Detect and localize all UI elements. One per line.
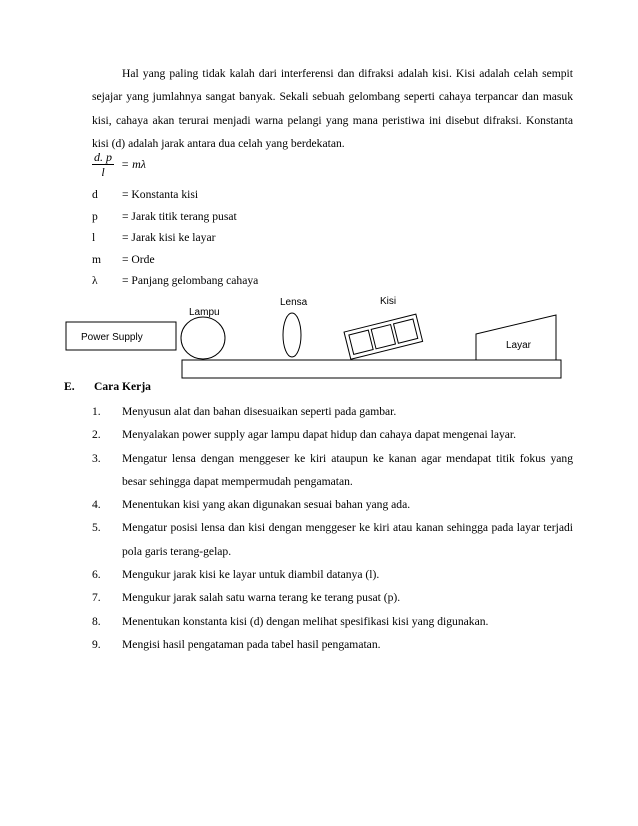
intro-paragraph (92, 62, 573, 155)
list-item (92, 610, 573, 633)
definition-text: = Orde (122, 252, 155, 266)
definition-text: = Panjang gelombang cahaya (122, 274, 259, 287)
definition-symbol: λ (92, 274, 98, 287)
list-item (92, 447, 573, 494)
optical-bench (182, 360, 561, 378)
list-item (92, 400, 573, 423)
lamp-shape (181, 317, 225, 359)
definition-symbol: l (92, 231, 96, 244)
definition-symbol: m (92, 252, 102, 266)
definition-symbol: d (92, 188, 98, 201)
screen-label: Layar (506, 340, 532, 351)
step-number: 5. (92, 521, 101, 535)
step-number: 7. (92, 591, 101, 605)
apparatus-diagram (0, 290, 638, 390)
intro-text: Hal yang paling tidak kalah dari interferensi dan difraksi adalah kisi. Kisi adalah celah sempit sejajar yang jumlahnya sangat banyak. Sekali sebuah gelombang seperti cahaya terpancar dan masuk kisi, cahaya akan terurai menjadi warna pelangi yang mana peristiwa ini disebut difraksi. Konstanta kisi (d) adalah jarak antara dua celah yang berdekatan. (92, 67, 573, 150)
step-text: Mengatur lensa dengan menggeser ke kiri ataupun ke kanan agar mendapat titik fokus yang besar sehingga dapat mempermudah pengamatan. (122, 451, 573, 488)
lamp-label: Lampu (189, 307, 220, 318)
list-item (92, 423, 573, 446)
definition-text: = Jarak kisi ke layar (122, 231, 216, 244)
formula-numerator: d. p (94, 150, 112, 164)
list-item (92, 493, 573, 516)
lens-label: Lensa (280, 297, 308, 308)
section-letter: E. (64, 380, 75, 393)
step-number: 6. (92, 568, 101, 582)
power-supply-label: Power Supply (81, 332, 143, 343)
screen-shape (476, 315, 556, 360)
grating-shape (344, 314, 423, 359)
step-number: 9. (92, 637, 101, 651)
list-item (92, 633, 573, 656)
formula-rhs: = mλ (121, 157, 146, 171)
definition-text: = Jarak titik terang pusat (122, 209, 237, 223)
grating-formula (92, 150, 146, 179)
step-text: Mengukur jarak kisi ke layar untuk diambil datanya (l). (122, 568, 380, 582)
step-number: 2. (92, 428, 101, 442)
step-text: Mengukur jarak salah satu warna terang ke terang pusat (p). (122, 591, 401, 605)
definition-symbol: p (92, 209, 98, 223)
step-text: Mengatur posisi lensa dan kisi dengan menggeser ke kiri atau kanan sehingga pada layar terjadi pola garis terang-gelap. (122, 521, 573, 558)
formula-fraction (92, 150, 114, 179)
section-title: Cara Kerja (94, 380, 151, 393)
step-number: 1. (92, 405, 101, 418)
list-item (92, 586, 573, 609)
step-number: 4. (92, 498, 101, 512)
procedure-list (92, 400, 573, 656)
definition-text: = Konstanta kisi (122, 188, 199, 201)
list-item (92, 516, 573, 563)
step-text: Menentukan konstanta kisi (d) dengan melihat spesifikasi kisi yang digunakan. (122, 614, 489, 628)
grating-label: Kisi (380, 296, 397, 307)
step-text: Mengisi hasil pengataman pada tabel hasil pengamatan. (122, 637, 381, 651)
step-text: Menyalakan power supply agar lampu dapat hidup dan cahaya dapat mengenai layar. (122, 428, 517, 442)
step-text: Menentukan kisi yang akan digunakan sesuai bahan yang ada. (122, 498, 411, 512)
list-item (92, 563, 573, 586)
step-text: Menyusun alat dan bahan disesuaikan seperti pada gambar. (122, 405, 397, 418)
step-number: 8. (92, 614, 101, 628)
lens-shape (283, 313, 301, 357)
formula-denominator: l (101, 165, 105, 179)
step-number: 3. (92, 451, 101, 465)
